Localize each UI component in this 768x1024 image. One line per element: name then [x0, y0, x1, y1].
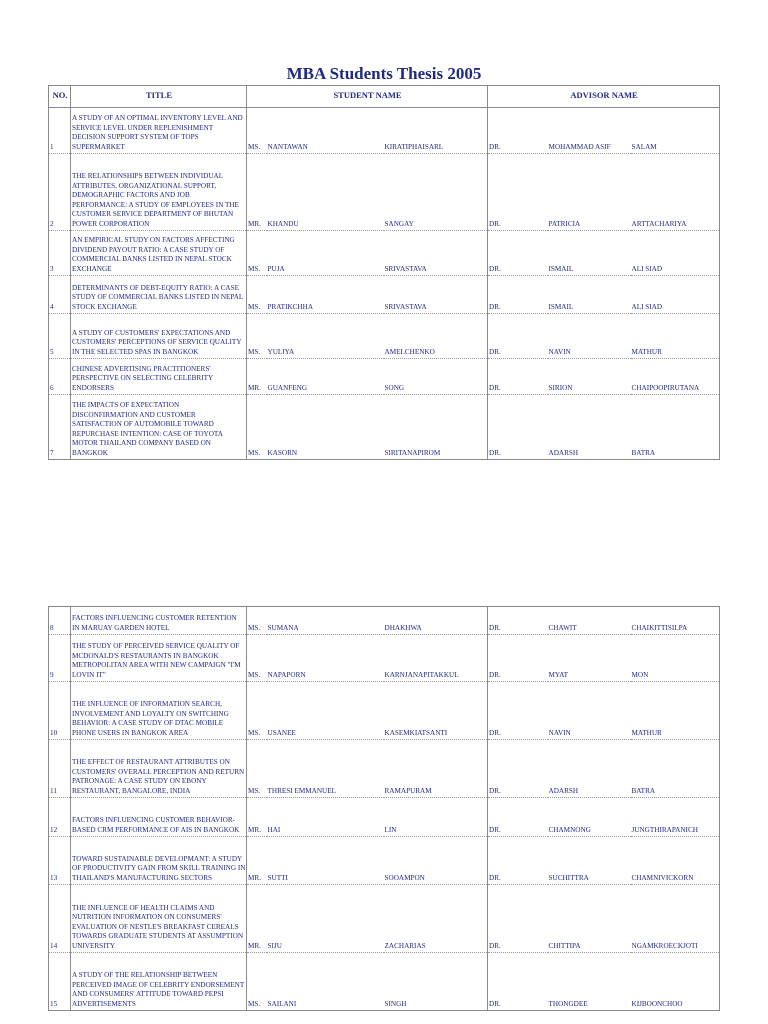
thesis-title: FACTORS INFLUENCING CUSTOMER RETENTION IN MARUAY GARDEN HOTEL — [71, 607, 247, 635]
student-last-name: ZACHARIAS — [384, 885, 488, 953]
thesis-title: A STUDY OF THE RELATIONSHIP BETWEEN PERCEIVED IMAGE OF CELEBRITY ENDORSEMENT AND CONSUMERS' ATTITUDE TOWARD PEPSI ADVERTISEMENTS — [71, 953, 247, 1011]
advisor-last-name: ARTTACHARIYA — [631, 154, 720, 231]
advisor-prefix: DR. — [488, 740, 548, 798]
table-row — [49, 885, 720, 953]
advisor-prefix: DR. — [488, 359, 548, 395]
advisor-first-name: PATRICIA — [548, 154, 631, 231]
table-row — [49, 154, 720, 231]
student-prefix: MR. — [247, 837, 267, 885]
advisor-last-name: JUNGTHIRAPANICH — [631, 798, 720, 837]
advisor-first-name: ADARSH — [548, 395, 631, 460]
advisor-prefix: DR. — [488, 798, 548, 837]
thesis-title: THE IMPACTS OF EXPECTATION DISCONFIRMATION AND CUSTOMER SATISFACTION OF AUTOMOBILE TOWARD REPURCHASE INTENTION: CASE OF TOYOTA MOTOR THAILAND COMPANY BASED ON BANGKOK — [71, 395, 247, 460]
advisor-prefix: DR. — [488, 682, 548, 740]
row-number: 4 — [49, 276, 71, 314]
table-row — [49, 740, 720, 798]
advisor-first-name: THONGDEE — [548, 953, 631, 1011]
row-number: 9 — [49, 635, 71, 682]
thesis-title: FACTORS INFLUENCING CUSTOMER BEHAVIOR-BASED CRM PERFORMANCE OF AIS IN BANGKOK — [71, 798, 247, 837]
advisor-prefix: DR. — [488, 276, 548, 314]
row-number: 7 — [49, 395, 71, 460]
header-advisor-name: ADVISOR NAME — [488, 86, 720, 108]
advisor-last-name: MATHUR — [631, 314, 720, 359]
table-row — [49, 231, 720, 276]
page-title: MBA Students Thesis 2005 — [286, 64, 482, 83]
advisor-last-name: BATRA — [631, 395, 720, 460]
student-first-name: KASORN — [267, 395, 384, 460]
advisor-prefix: DR. — [488, 837, 548, 885]
student-prefix: MR. — [247, 154, 267, 231]
student-prefix: MS. — [247, 682, 267, 740]
student-first-name: SAILANI — [267, 953, 384, 1011]
student-last-name: KASEMKIATSANTI — [384, 682, 488, 740]
table-row — [49, 635, 720, 682]
advisor-first-name: MYAT — [548, 635, 631, 682]
advisor-first-name: CHAWIT — [548, 607, 631, 635]
student-prefix: MS. — [247, 953, 267, 1011]
thesis-table-part-1 — [48, 85, 720, 460]
row-number: 8 — [49, 607, 71, 635]
advisor-prefix: DR. — [488, 395, 548, 460]
student-prefix: MS. — [247, 276, 267, 314]
student-prefix: MS. — [247, 231, 267, 276]
row-number: 13 — [49, 837, 71, 885]
header-no: NO. — [49, 86, 71, 108]
student-first-name: SIJU — [267, 885, 384, 953]
thesis-title: A STUDY OF CUSTOMERS' EXPECTATIONS AND CUSTOMERS' PERCEPTIONS OF SERVICE QUALITY IN THE SELECTED SPAS IN BANGKOK — [71, 314, 247, 359]
advisor-first-name: SIRION — [548, 359, 631, 395]
advisor-last-name: MON — [631, 635, 720, 682]
advisor-prefix: DR. — [488, 885, 548, 953]
student-prefix: MS. — [247, 607, 267, 635]
advisor-first-name: CHITTIPA — [548, 885, 631, 953]
advisor-first-name: ISMAIL — [548, 276, 631, 314]
student-last-name: SRIVASTAVA — [384, 276, 488, 314]
table-row — [49, 837, 720, 885]
advisor-prefix: DR. — [488, 154, 548, 231]
advisor-last-name: CHAMNIVICKORN — [631, 837, 720, 885]
student-prefix: MS. — [247, 395, 267, 460]
thesis-title: THE INFLUENCE OF INFORMATION SEARCH, INVOLVEMENT AND LOYALTY ON SWITCHING BEHAVIOR: A CASE STUDY OF DTAC MOBILE PHONE USERS IN BANGKOK AREA — [71, 682, 247, 740]
student-last-name: LIN — [384, 798, 488, 837]
header-title: TITLE — [71, 86, 247, 108]
advisor-prefix: DR. — [488, 314, 548, 359]
student-first-name: SUTTI — [267, 837, 384, 885]
thesis-table-part-2 — [48, 606, 720, 1011]
table-row — [49, 395, 720, 460]
student-first-name: THRESI EMMANUEL — [267, 740, 384, 798]
advisor-last-name: CHAIPOOPIRUTANA — [631, 359, 720, 395]
student-first-name: HAI — [267, 798, 384, 837]
table-row — [49, 314, 720, 359]
student-first-name: KHANDU — [267, 154, 384, 231]
advisor-first-name: MOHAMMAD ASIF — [548, 108, 631, 154]
advisor-first-name: SUCHITTRA — [548, 837, 631, 885]
advisor-first-name: ADARSH — [548, 740, 631, 798]
advisor-last-name: NGAMKROECKJOTI — [631, 885, 720, 953]
student-first-name: GUANFENG — [267, 359, 384, 395]
row-number: 3 — [49, 231, 71, 276]
thesis-title: DETERMINANTS OF DEBT-EQUITY RATIO: A CASE STUDY OF COMMERCIAL BANKS LISTED IN NEPAL STOCK EXCHANGE — [71, 276, 247, 314]
student-prefix: MS. — [247, 108, 267, 154]
student-last-name: SINGH — [384, 953, 488, 1011]
row-number: 15 — [49, 953, 71, 1011]
student-last-name: DHAKHWA — [384, 607, 488, 635]
student-last-name: AMELCHENKO — [384, 314, 488, 359]
thesis-title: TOWARD SUSTAINABLE DEVELOPMANT: A STUDY OF PRODUCTIVITY GAIN FROM SKILL TRAINING IN THAILAND'S MANUFACTURING SECTORS — [71, 837, 247, 885]
student-first-name: SUMANA — [267, 607, 384, 635]
thesis-title: THE INFLUENCE OF HEALTH CLAIMS AND NUTRITION INFORMATION ON CONSUMERS' EVALUATION OF NESTLE'S BREAKFAST CEREALS TOWARDS GRADUATE STUDENTS AT ASSUMPTION UNIVERSITY — [71, 885, 247, 953]
student-last-name: SANGAY — [384, 154, 488, 231]
student-last-name: SONG — [384, 359, 488, 395]
thesis-title: AN EMPIRICAL STUDY ON FACTORS AFFECTING DIVIDEND PAYOUT RATIO: A CASE STUDY OF COMMERCIAL BANKS LISTED IN NEPAL STOCK EXCHANGE — [71, 231, 247, 276]
student-last-name: SIRITANAPIROM — [384, 395, 488, 460]
header-student-name: STUDENT NAME — [247, 86, 488, 108]
row-number: 12 — [49, 798, 71, 837]
student-prefix: MS. — [247, 314, 267, 359]
student-first-name: PUJA — [267, 231, 384, 276]
thesis-title: THE EFFECT OF RESTAURANT ATTRIBUTES ON CUSTOMERS' OVERALL PERCEPTION AND RETURN PATRONAGE: A CASE STUDY ON EBONY RESTAURANT, BANGALORE, INDIA — [71, 740, 247, 798]
student-prefix: MR. — [247, 885, 267, 953]
student-last-name: SRIVASTAVA — [384, 231, 488, 276]
thesis-title: THE STUDY OF PERCEIVED SERVICE QUALITY OF MCDONALD'S RESTAURANTS IN BANGKOK METROPOLITAN AREA WITH NEW CAMPAIGN "I'M LOVIN IT" — [71, 635, 247, 682]
student-first-name: PRATIKCHHA — [267, 276, 384, 314]
thesis-title: THE RELATIONSHIPS BETWEEN INDIVIDUAL ATTRIBUTES, ORGANIZATIONAL SUPPORT, DEMOGRAPHIC FACTORS AND JOB PERFORMANCE: A STUDY OF EMPLOYEES IN THE CUSTOMER SERVICE DEPARTMENT OF BHUTAN POWER CORPORATION — [71, 154, 247, 231]
advisor-last-name: SALAM — [631, 108, 720, 154]
row-number: 5 — [49, 314, 71, 359]
row-number: 6 — [49, 359, 71, 395]
advisor-last-name: CHAIKITTISILPA — [631, 607, 720, 635]
advisor-last-name: KIJBOONCHOO — [631, 953, 720, 1011]
advisor-first-name: ISMAIL — [548, 231, 631, 276]
student-first-name: NAPAPORN — [267, 635, 384, 682]
advisor-prefix: DR. — [488, 108, 548, 154]
student-prefix: MR. — [247, 359, 267, 395]
student-last-name: KIRATIPHAISARL — [384, 108, 488, 154]
table-row — [49, 276, 720, 314]
advisor-prefix: DR. — [488, 635, 548, 682]
advisor-last-name: ALI SIAD — [631, 276, 720, 314]
advisor-prefix: DR. — [488, 231, 548, 276]
row-number: 10 — [49, 682, 71, 740]
advisor-last-name: ALI SIAD — [631, 231, 720, 276]
table-row — [49, 682, 720, 740]
student-first-name: YULIYA — [267, 314, 384, 359]
student-prefix: MS. — [247, 740, 267, 798]
table-row — [49, 953, 720, 1011]
table-row — [49, 798, 720, 837]
student-last-name: SOOAMPON — [384, 837, 488, 885]
row-number: 2 — [49, 154, 71, 231]
advisor-prefix: DR. — [488, 953, 548, 1011]
student-last-name: KARNJANAPITAKKUL — [384, 635, 488, 682]
table-row — [49, 359, 720, 395]
advisor-last-name: MATHUR — [631, 682, 720, 740]
student-first-name: USANEE — [267, 682, 384, 740]
row-number: 1 — [49, 108, 71, 154]
thesis-title: A STUDY OF AN OPTIMAL INVENTORY LEVEL AND SERVICE LEVEL UNDER REPLENISHMENT DECISION SUPPORT SYSTEM OF TOPS SUPERMARKET — [71, 108, 247, 154]
advisor-last-name: BATRA — [631, 740, 720, 798]
table-row — [49, 607, 720, 635]
student-prefix: MS. — [247, 635, 267, 682]
row-number: 14 — [49, 885, 71, 953]
student-last-name: RAMAPURAM — [384, 740, 488, 798]
advisor-prefix: DR. — [488, 607, 548, 635]
advisor-first-name: NAVIN — [548, 314, 631, 359]
advisor-first-name: CHAMNONG — [548, 798, 631, 837]
advisor-first-name: NAVIN — [548, 682, 631, 740]
student-prefix: MR. — [247, 798, 267, 837]
row-number: 11 — [49, 740, 71, 798]
thesis-title: CHINESE ADVERTISING PRACTITIONERS' PERSPECTIVE ON SELECTING CELEBRITY ENDORSERS — [71, 359, 247, 395]
student-first-name: NANTAWAN — [267, 108, 384, 154]
table-row — [49, 108, 720, 154]
